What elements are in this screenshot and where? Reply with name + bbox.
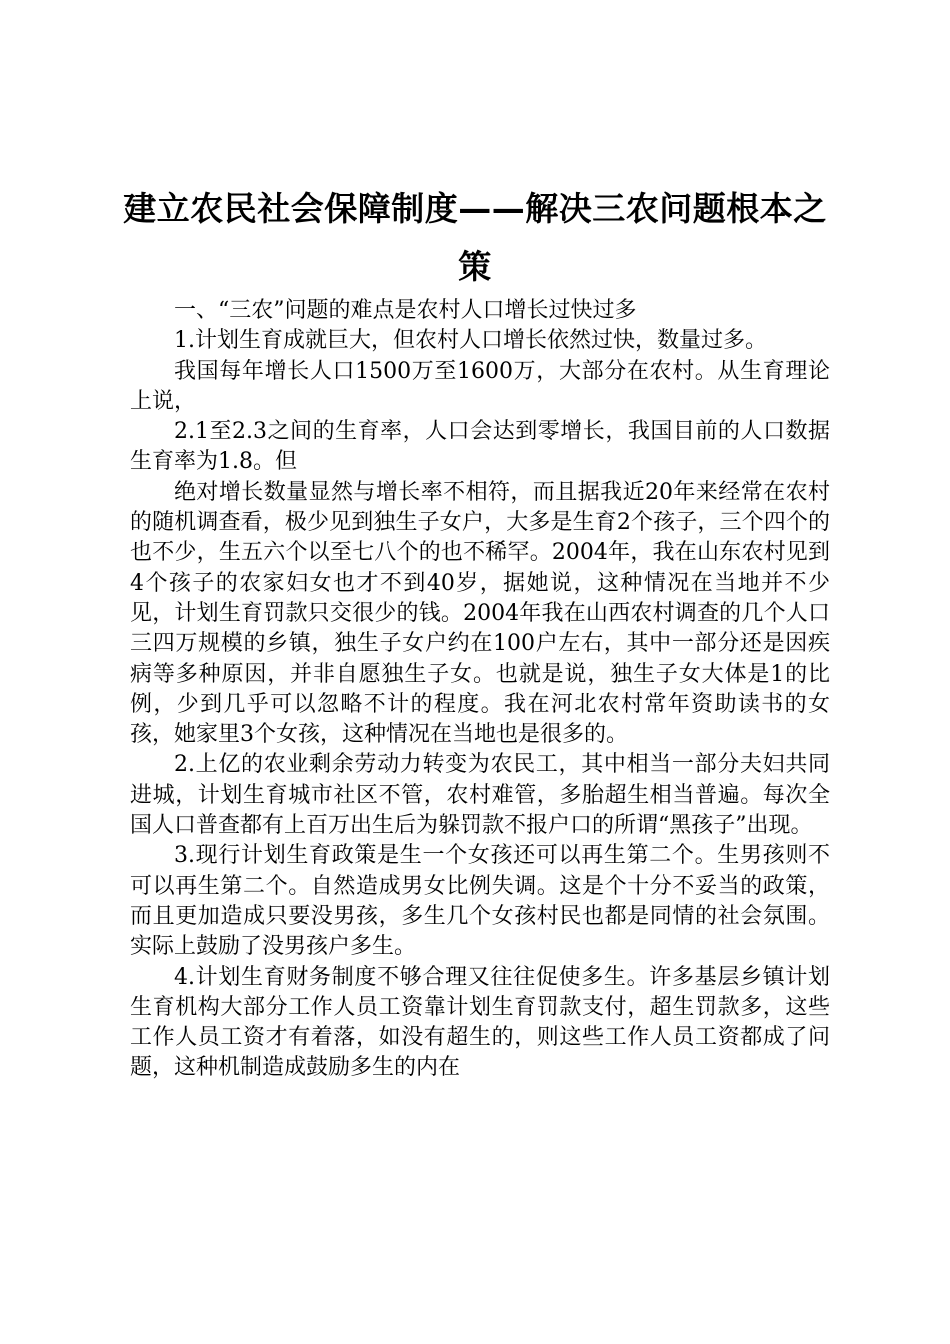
- document-title: 建立农民社会保障制度——解决三农问题根本之策: [123, 189, 827, 286]
- paragraph: 4.计划生育财务制度不够合理又往往促使多生。许多基层乡镇计划生育机构大部分工作人员工资靠计划生育罚款支付，超生罚款多，这些工作人员工资才有着落，如没有超生的，则这些工作人员工资都成了问题，这种机制造成鼓励多生的内在: [130, 964, 830, 1081]
- document-body: [130, 296, 830, 1084]
- paragraph: 1.计划生育成就巨大，但农村人口增长依然过快，数量过多。: [174, 328, 767, 354]
- paragraph: 2.上亿的农业剩余劳动力转变为农民工，其中相当一部分夫妇共同进城，计划生育城市社区不管，农村难管，多胎超生相当普遍。每次全国人口普查都有上百万出生后为躲罚款不报户口的所谓“黑孩子”出现。: [130, 752, 830, 839]
- paragraph: 3.现行计划生育政策是生一个女孩还可以再生第二个。生男孩则不可以再生第二个。自然造成男女比例失调。这是个十分不妥当的政策，而且更加造成只要没男孩，多生几个女孩村民也都是同情的社会氛围。实际上鼓励了没男孩户多生。: [130, 843, 830, 960]
- section-heading: 一、“三农”问题的难点是农村人口增长过快过多: [174, 298, 637, 323]
- paragraph: 2.1至2.3之间的生育率，人口会达到零增长，我国目前的人口数据生育率为1.8。但: [130, 419, 830, 475]
- paragraph: 绝对增长数量显然与增长率不相符，而且据我近20年来经常在农村的随机调查看，极少见到独生子女户，大多是生育2个孩子，三个四个的也不少，生五六个以至七八个的也不稀罕。2004年，我在山东农村见到4个孩子的农家妇女也才不到40岁，据她说，这种情况在当地并不少见，计划生育罚款只交很少的钱。2004年我在山西农村调查的几个人口三四万规模的乡镇，独生子女户约在100户左右，其中一部分还是因疾病等多种原因，并非自愿独生子女。也就是说，独生子女大体是1的比例，少到几乎可以忽略不计的程度。我在河北农村常年资助读书的女孩，她家里3个女孩，这种情况在当地也是很多的。: [130, 479, 830, 748]
- paragraph: 我国每年增长人口1500万至1600万，大部分在农村。从生育理论上说，: [130, 358, 830, 414]
